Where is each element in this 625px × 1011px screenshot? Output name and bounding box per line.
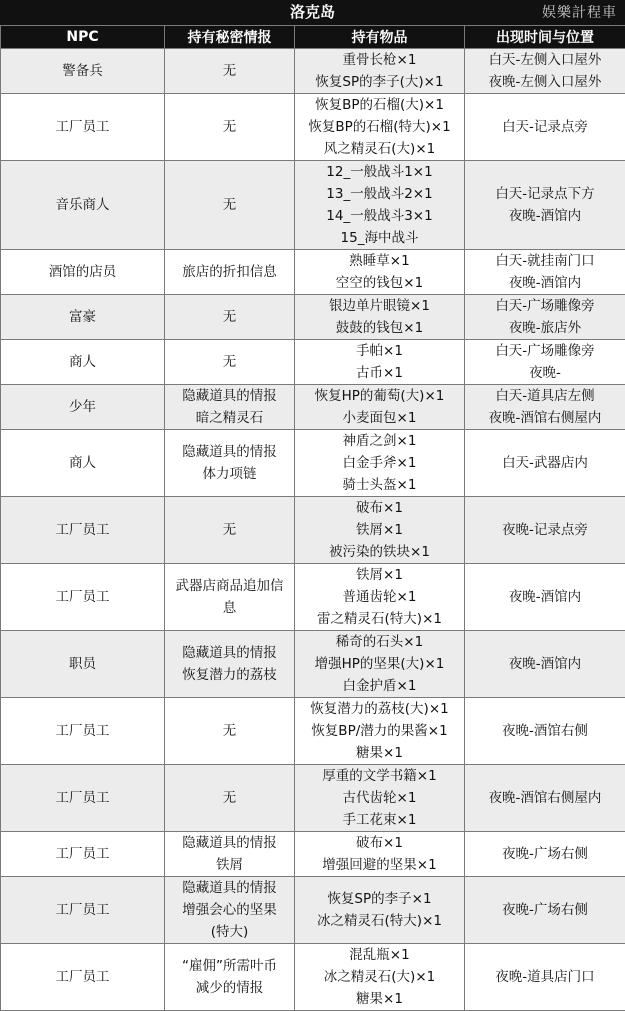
cell-location	[465, 631, 625, 698]
cell-items-line: 稀奇的石头×1	[297, 631, 462, 653]
cell-location-line: 夜晚-旅店外	[467, 317, 623, 339]
cell-location-line: 白天-广场雕像旁	[467, 340, 623, 362]
cell-items-line: 白金手斧×1	[297, 452, 462, 474]
cell-npc: 警备兵	[1, 49, 165, 94]
cell-secret	[165, 564, 295, 631]
cell-location-line: 夜晚-道具店门口	[467, 966, 623, 988]
cell-secret-line: 隐藏道具的情报	[167, 441, 292, 463]
cell-location-line: 白天-武器店内	[467, 452, 623, 474]
watermark: 娱樂計程車	[542, 2, 617, 22]
table-row	[1, 161, 625, 250]
cell-items-line: 空空的钱包×1	[297, 272, 462, 294]
page-title: 洛克岛	[0, 0, 625, 25]
table-row	[1, 49, 625, 94]
cell-items	[295, 877, 465, 944]
table-row	[1, 944, 625, 1011]
cell-items	[295, 49, 465, 94]
cell-items	[295, 765, 465, 832]
table-row	[1, 295, 625, 340]
cell-secret	[165, 385, 295, 430]
cell-location	[465, 94, 625, 161]
table-row	[1, 877, 625, 944]
cell-items-line: 恢复BP的石榴(大)×1	[297, 94, 462, 116]
cell-items-line: 重骨长枪×1	[297, 49, 462, 71]
cell-secret-line: 无	[167, 351, 292, 373]
cell-items	[295, 698, 465, 765]
table-row	[1, 340, 625, 385]
cell-npc: 工厂员工	[1, 94, 165, 161]
cell-secret-line: 暗之精灵石	[167, 407, 292, 429]
cell-npc: 工厂员工	[1, 944, 165, 1011]
cell-items	[295, 94, 465, 161]
cell-location-line: 白天-道具店左侧	[467, 385, 623, 407]
cell-location-line: 夜晚-广场右侧	[467, 843, 623, 865]
cell-secret-line: “雇佣”所需叶币	[167, 955, 292, 977]
table-row	[1, 631, 625, 698]
cell-items-line: 古代齿轮×1	[297, 787, 462, 809]
cell-items-line: 厚重的文学书籍×1	[297, 765, 462, 787]
cell-npc: 工厂员工	[1, 698, 165, 765]
cell-npc: 工厂员工	[1, 832, 165, 877]
cell-location	[465, 340, 625, 385]
cell-secret-line: 无	[167, 720, 292, 742]
table-row	[1, 385, 625, 430]
cell-secret	[165, 430, 295, 497]
cell-location-line: 白天-左侧入口屋外	[467, 49, 623, 71]
cell-secret-line: 恢复潜力的荔枝	[167, 664, 292, 686]
cell-location-line: 白天-广场雕像旁	[467, 295, 623, 317]
cell-secret	[165, 832, 295, 877]
cell-location-line: 夜晚-酒馆内	[467, 653, 623, 675]
cell-npc: 工厂员工	[1, 877, 165, 944]
header-npc: NPC	[1, 26, 165, 49]
header-location: 出现时间与位置	[465, 26, 625, 49]
cell-items-line: 恢复BP/潜力的果酱×1	[297, 720, 462, 742]
cell-items-line: 恢复潜力的荔枝(大)×1	[297, 698, 462, 720]
cell-location-line: 夜晚-	[467, 362, 623, 384]
cell-items-line: 骑士头盔×1	[297, 474, 462, 496]
cell-secret-line: (特大)	[167, 921, 292, 943]
cell-npc: 音乐商人	[1, 161, 165, 250]
cell-secret	[165, 877, 295, 944]
cell-items-line: 冰之精灵石(大)×1	[297, 966, 462, 988]
cell-location-line: 夜晚-酒馆右侧	[467, 720, 623, 742]
cell-secret-line: 隐藏道具的情报	[167, 832, 292, 854]
cell-secret-line: 息	[167, 597, 292, 619]
cell-secret-line: 隐藏道具的情报	[167, 642, 292, 664]
cell-location	[465, 944, 625, 1011]
cell-items	[295, 564, 465, 631]
table-body	[1, 49, 625, 1011]
cell-location	[465, 497, 625, 564]
cell-secret	[165, 295, 295, 340]
cell-location	[465, 832, 625, 877]
cell-items-line: 糖果×1	[297, 988, 462, 1010]
cell-items-line: 白金护盾×1	[297, 675, 462, 697]
cell-items-line: 小麦面包×1	[297, 407, 462, 429]
cell-items-line: 恢复SP的李子×1	[297, 888, 462, 910]
cell-items-line: 风之精灵石(大)×1	[297, 138, 462, 160]
cell-location-line: 夜晚-广场右侧	[467, 899, 623, 921]
cell-secret-line: 体力项链	[167, 463, 292, 485]
cell-location	[465, 385, 625, 430]
cell-location-line: 夜晚-酒馆右侧屋内	[467, 787, 623, 809]
cell-location-line: 夜晚-酒馆内	[467, 272, 623, 294]
cell-location	[465, 564, 625, 631]
cell-location-line: 白天-记录点旁	[467, 116, 623, 138]
cell-location-line: 夜晚-酒馆内	[467, 586, 623, 608]
cell-secret-line: 增强会心的坚果	[167, 899, 292, 921]
cell-secret-line: 隐藏道具的情报	[167, 385, 292, 407]
cell-items-line: 熟睡草×1	[297, 250, 462, 272]
table-row	[1, 832, 625, 877]
cell-items-line: 15_海中战斗	[297, 227, 462, 249]
cell-location	[465, 698, 625, 765]
npc-table	[0, 25, 625, 1011]
cell-npc: 工厂员工	[1, 564, 165, 631]
cell-items	[295, 631, 465, 698]
cell-items	[295, 295, 465, 340]
cell-items-line: 增强HP的坚果(大)×1	[297, 653, 462, 675]
cell-location-line: 夜晚-酒馆右侧屋内	[467, 407, 623, 429]
cell-secret	[165, 497, 295, 564]
cell-secret	[165, 631, 295, 698]
cell-items-line: 14_一般战斗3×1	[297, 205, 462, 227]
cell-items-line: 恢复SP的李子(大)×1	[297, 71, 462, 93]
header-secret: 持有秘密情报	[165, 26, 295, 49]
table-row	[1, 250, 625, 295]
cell-location	[465, 161, 625, 250]
cell-items-line: 破布×1	[297, 497, 462, 519]
cell-secret-line: 铁屑	[167, 854, 292, 876]
cell-items-line: 鼓鼓的钱包×1	[297, 317, 462, 339]
header-items: 持有物品	[295, 26, 465, 49]
cell-npc: 职员	[1, 631, 165, 698]
cell-items-line: 13_一般战斗2×1	[297, 183, 462, 205]
cell-secret	[165, 944, 295, 1011]
cell-items-line: 铁屑×1	[297, 564, 462, 586]
cell-secret-line: 隐藏道具的情报	[167, 877, 292, 899]
cell-secret-line: 无	[167, 519, 292, 541]
cell-items-line: 糖果×1	[297, 742, 462, 764]
cell-location	[465, 49, 625, 94]
cell-npc: 商人	[1, 430, 165, 497]
cell-items	[295, 497, 465, 564]
cell-location	[465, 250, 625, 295]
cell-secret-line: 无	[167, 116, 292, 138]
cell-items-line: 增强回避的坚果×1	[297, 854, 462, 876]
cell-items	[295, 250, 465, 295]
cell-location	[465, 765, 625, 832]
cell-items-line: 古币×1	[297, 362, 462, 384]
cell-secret	[165, 765, 295, 832]
cell-items	[295, 430, 465, 497]
cell-secret	[165, 250, 295, 295]
cell-items-line: 被污染的铁块×1	[297, 541, 462, 563]
cell-secret	[165, 49, 295, 94]
cell-npc: 工厂员工	[1, 765, 165, 832]
cell-items-line: 雷之精灵石(特大)×1	[297, 608, 462, 630]
cell-secret-line: 无	[167, 306, 292, 328]
cell-items-line: 恢复HP的葡萄(大)×1	[297, 385, 462, 407]
cell-location	[465, 877, 625, 944]
table-row	[1, 497, 625, 564]
header-row	[1, 26, 625, 49]
cell-location-line: 夜晚-酒馆内	[467, 205, 623, 227]
cell-items-line: 手工花束×1	[297, 809, 462, 831]
cell-location	[465, 295, 625, 340]
cell-npc: 工厂员工	[1, 497, 165, 564]
table-row	[1, 765, 625, 832]
cell-location-line: 白天-就挂南门口	[467, 250, 623, 272]
cell-location-line: 夜晚-左侧入口屋外	[467, 71, 623, 93]
cell-items-line: 12_一般战斗1×1	[297, 161, 462, 183]
cell-items-line: 神盾之剑×1	[297, 430, 462, 452]
cell-secret	[165, 340, 295, 385]
cell-npc: 商人	[1, 340, 165, 385]
cell-secret-line: 旅店的折扣信息	[167, 261, 292, 283]
cell-npc: 富豪	[1, 295, 165, 340]
cell-location-line: 白天-记录点下方	[467, 183, 623, 205]
cell-items	[295, 385, 465, 430]
cell-items-line: 铁屑×1	[297, 519, 462, 541]
cell-location	[465, 430, 625, 497]
cell-npc: 少年	[1, 385, 165, 430]
cell-items	[295, 340, 465, 385]
cell-secret-line: 无	[167, 787, 292, 809]
cell-items-line: 普通齿轮×1	[297, 586, 462, 608]
cell-items-line: 手帕×1	[297, 340, 462, 362]
cell-items	[295, 161, 465, 250]
cell-secret-line: 减少的情报	[167, 977, 292, 999]
title-bar	[0, 0, 625, 25]
cell-secret	[165, 161, 295, 250]
cell-items-line: 破布×1	[297, 832, 462, 854]
table-row	[1, 698, 625, 765]
cell-items	[295, 944, 465, 1011]
table-row	[1, 564, 625, 631]
cell-secret-line: 无	[167, 60, 292, 82]
cell-npc: 酒馆的店员	[1, 250, 165, 295]
cell-secret	[165, 94, 295, 161]
cell-items-line: 混乱瓶×1	[297, 944, 462, 966]
cell-location-line: 夜晚-记录点旁	[467, 519, 623, 541]
table-row	[1, 430, 625, 497]
cell-secret-line: 武器店商品追加信	[167, 575, 292, 597]
table-row	[1, 94, 625, 161]
cell-secret	[165, 698, 295, 765]
cell-secret-line: 无	[167, 194, 292, 216]
cell-items-line: 银边单片眼镜×1	[297, 295, 462, 317]
cell-items-line: 冰之精灵石(特大)×1	[297, 910, 462, 932]
cell-items-line: 恢复BP的石榴(特大)×1	[297, 116, 462, 138]
cell-items	[295, 832, 465, 877]
